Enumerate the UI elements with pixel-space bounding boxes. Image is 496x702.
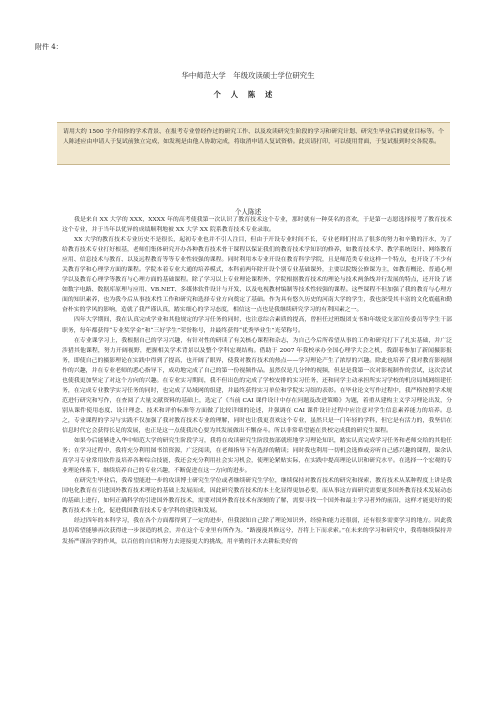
- statement-paragraph: 经过四年的本科学习，我在各个方面都得到了一定的进步，但我深知自己除了理论知识外，经验和能力还很弱，还有很多需要学习的地方。因此我恳切希望能够再次获得进一步深造的机会，并在这个专业里有所作为。“路漫漫其修远兮，吾将上下而求索。”在未来的学习和研究中，我将继续保持并发扬严谨治学的作风，以百倍的自信和努力去迎接更大的挑战，用辛勤的汗水去耕耘美好的: [62, 518, 452, 545]
- statement-paragraph: 如果今后能够进入华中师范大学的研究生阶段学习，我将在攻读研究生阶段按部就班地学习理论知识，踏实认真完成学习任务和老师交给的其他任务；在学习过程中，我将充分利用图书馆资源，广泛阅读，在老师指导下有选择的精读；同时我也利用一切机会选修或旁听自己感兴趣的课程，课余认真学习专业常用软件及培养各种综合技能，我还会充分利用社会实习机会，使理论紧贴实际，在实践中提高理论认识和研究水平。在选择一个宏观的专业理论体系下，继续培养自己的专业兴趣，不断促进在这一方向的进步。: [62, 438, 452, 475]
- statement-heading: 个人陈述: [234, 208, 262, 216]
- statement-paragraph: XX 大学的教育技术专业历史不是很长，起初专业也并不引人注目，但由于开设专业时间不长，专业老师们付出了很多的努力和辛勤的汗水，为了给教育技术专业打好根基，老师们集体研究开办各种教育技术骨干课程以保证我们的教育技术学知识的修养，如教育技术学、教学系统设计、网络教育应用、信息技术与教育、以及远程教育等等专业性较强的课程。同时利用本专业开设在教育科学学院，且是师范类专业这样一个特点，也开设了不少有关教育学和心理学方面的课程。学院本着专业大通的培养模式，本科前两年除开设个别专业基础课外，主要以院级公修课为主，如教育概论、普通心理学以及教育心理学等教育与心理方面的基础课程。除了学习以上专业理论课程外，学院根据教育技术的理论与技术两条线并行发展的特点，还开设了诸如数字电路、数据库原理与应用、VB.NET、多媒体软件设计与开发、以及电视教材编制等技术性较强的课程。这些课程不但加强了我的教育与心理方面的知识素养，也为我今后从事技术性工作和研究和选择专业方向奠定了基础。作为具有悠久历史的河南大学的学生，我也深受其丰富的文化底蕴和勤奋朴实的学风的影响，造就了我严谨认真，踏实细心的学习态度，相信这一点也是我继续研究学习的有利因素之一。: [62, 237, 452, 314]
- statement-body: [62, 215, 452, 547]
- statement-paragraph: 我是来自 XX 大学的 XXX，XXXX 年的高考使我第一次认识了教育技术这个专业，那时就有一种莫名的喜欢，于是第一志愿选择报考了教育技术这个专业，并于当年以优异的成绩顺利地被 XX 大学 XX 院系教育技术专业录取。: [62, 217, 452, 234]
- attachment-label: 附件 4：: [35, 43, 63, 51]
- statement-paragraph: 在研究生毕业后，我希望能进一步的攻读博士研究生学位或者继续研究生学位，继续保持对教育技术的研究和探索，教育技术从某种程度上讲是我国电化教育在引进国外教育技术理论的基础上发展而成，因此研究教育技术的本土化显得更加必要，而从事这方面研究需要更多国外教育技术发展动态的基础上进行，如何正确科学的引进国外教育技术，需要对国外教育技术有深刻的了解，需要寻找一个国外和最主学习者外的前沿，这样才能更好的使教育技术本土化，促进我国教育技术专业学科的建设和发展。: [62, 478, 452, 515]
- statement-paragraph: 四年大学期间，我在认真完成学业和其他规定的学习任务的同时，也注意综合素质的提高，曾担任过班级团支书和年级党支部宣传委员等学生干部职务，每年都获得“专业奖学金”和“三好学生”荣誉称号，并最终获得“优秀毕业生”光荣称号。: [62, 317, 452, 334]
- page-title: 华中师范大学 年级攻读硕士学位研究生: [181, 71, 315, 80]
- instruction-notice: 请用大约 1500 字介绍你的学术背景、在报考专业曾经作过的研究工作、以及攻读研究生阶段的学习和研究计划、研究生毕业后的就业目标等。个人陈述应由申请人于复试前独立完成，如发现是由他人协助完成，将取消申请人复试资格。此页请打印，可以使用背面，于复试报到时交各院系。: [57, 122, 450, 165]
- statement-paragraph: 在专业课学习上，我根据自己的学习兴趣，有针对性的研读了有关核心课程和杂志，为自己今后所希望从事的工作和研究打下了扎实基础，并广泛涉猎其他课程，努力开阔视野，把握相关学术背景以及整个学科宏观结构。借助于 2007 年我校承办全国心理学大会之机，我跟着参加了新闻摄影报务，即使自己的摄影理论在实践中得到了提高，也开阔了眼界，使我对教育技术的热点——学习理论产生了浓厚的兴趣。除此也培养了我对教育影视制作的兴趣，并在专业老师的悉心指导下，成功地完成了自己的第一份视频作品。虽然仅是几分钟的视频，但是是我第一次对影视制作的尝试，这次尝试也使我更加坚定了对这个方向的兴趣。在专业实习期间，我不但出色的完成了学校安排的实习任务，还和同学主动承担所实习学校的机房局域网组建任务，在完成专业教学实习任务的同时，也完成了局域网的组建，并最终获得实习单位和学院实习组的表彰。在毕业论文写作过程中，我严格按照学术规范进行研究和写作，在查阅了大量文献资料的基础上，选定了《当前 CAI 课件设计中存在问题及改进策略》为题，着重从建构主义学习理论出发，分别从课件使用态度、设计理念、技术和评价标准等方面做了比较详细的论述，并强调在 CAI 课件设计过程中应注意对学生信息素养能力的培养。总之，专业课程的学习与实践不仅加强了我对教育技术专业的理解，同时也让我更喜欢这个专业，虽然只是一门年轻的学科，但它是有活力的，我坚信在信息时代它会获得长足的发展，也正是这一点使我决心要为其发展做出不懈奋斗。所以非常希望能在贵校完成我的研究生课程。: [62, 337, 452, 434]
- page-subtitle: 个人陈述: [213, 90, 283, 99]
